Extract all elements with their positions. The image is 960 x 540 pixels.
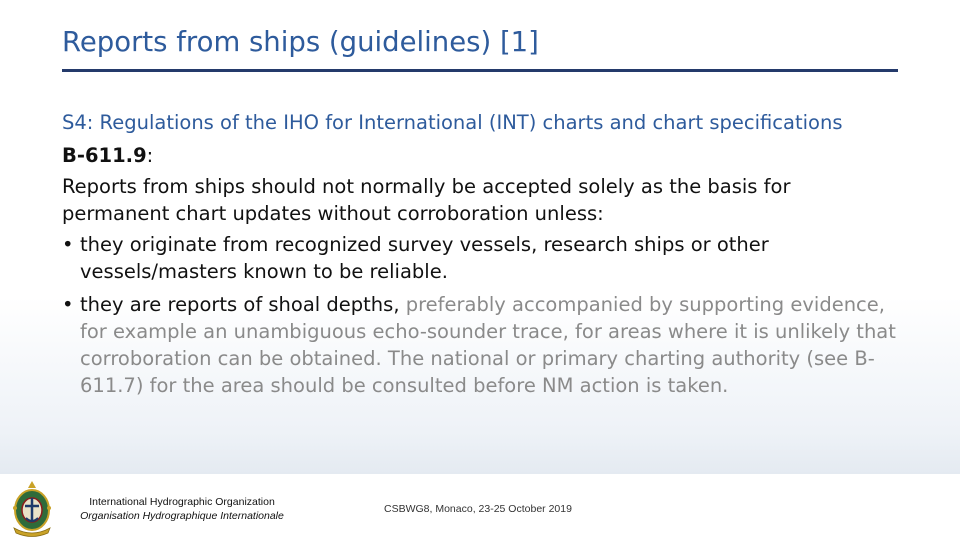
org-name bbox=[72, 495, 292, 523]
bullet-text: they originate from recognized survey vessels, research ships or other vessels/masters known to be reliable. bbox=[80, 233, 769, 283]
event-label: CSBWG8, Monaco, 23-25 October 2019 bbox=[384, 503, 572, 515]
reference-suffix: : bbox=[146, 144, 154, 167]
bullet-list bbox=[62, 231, 902, 399]
footer bbox=[0, 474, 960, 540]
org-name-en: International Hydrographic Organization bbox=[89, 496, 275, 508]
reference-line bbox=[62, 142, 902, 169]
slide-title: Reports from ships (guidelines) [1] bbox=[62, 26, 539, 58]
reference-code: B-611.9 bbox=[62, 144, 147, 167]
bullet-dot: • bbox=[62, 233, 74, 256]
org-name-fr: Organisation Hydrographique Internationale bbox=[80, 510, 284, 522]
list-item bbox=[62, 291, 902, 399]
iho-emblem-icon bbox=[8, 478, 56, 538]
bullet-muted-text: preferably accompanied by supporting evidence, for example an unambiguous echo-sounder trace, for areas where it is unlikely that corroboration can be obtained. The national or primary charting authority (see B-611.7) for the area should be consulted before NM action is taken. bbox=[80, 293, 896, 397]
bullet-lead: they are reports of shoal depths, bbox=[80, 293, 400, 316]
subheading: S4: Regulations of the IHO for International (INT) charts and chart specifications bbox=[62, 111, 843, 134]
intro-paragraph: Reports from ships should not normally be accepted solely as the basis for permanent chart updates without corroboration unless: bbox=[62, 175, 791, 225]
title-divider bbox=[62, 69, 898, 72]
list-item bbox=[62, 231, 902, 285]
slide-body bbox=[62, 109, 902, 405]
bullet-dot: • bbox=[62, 293, 74, 316]
